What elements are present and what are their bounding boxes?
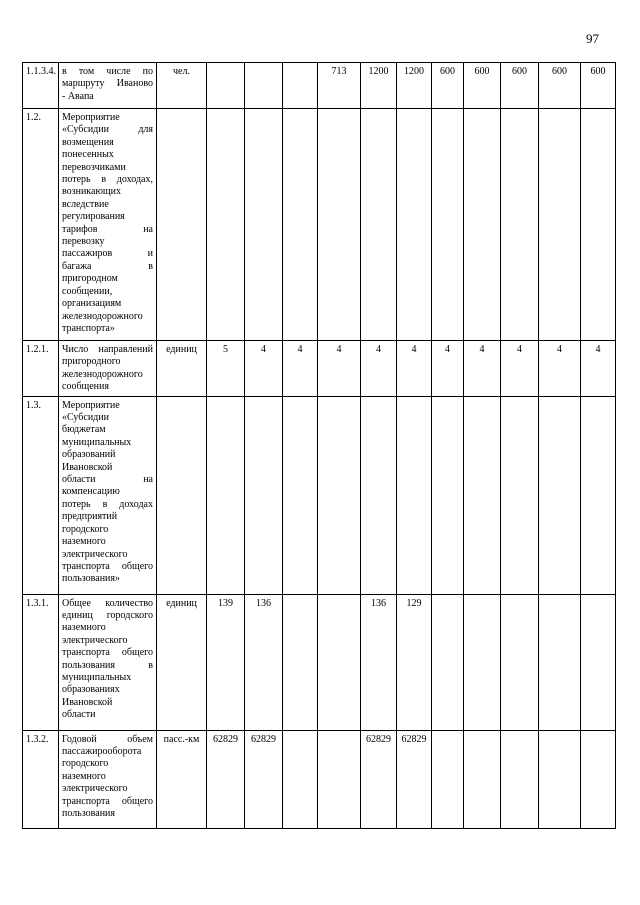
description-line: пригородном: [62, 273, 118, 285]
description-line: Годовой объем: [62, 733, 153, 745]
value-cell: [464, 730, 501, 828]
description-line: - Авапа: [62, 90, 94, 102]
row-code: 1.2.1.: [23, 341, 59, 397]
value-cell: [581, 109, 616, 341]
value-cell: 713: [318, 63, 361, 109]
description-line: сообщении,: [62, 285, 113, 297]
row-code: 1.3.1.: [23, 594, 59, 730]
row-description: [59, 63, 157, 109]
value-cell: [539, 594, 581, 730]
value-cell: 62829: [207, 730, 245, 828]
description-line: транспорта»: [62, 322, 115, 334]
description-line: муниципальных: [62, 672, 132, 684]
description-line: компенсацию: [62, 486, 120, 498]
description-line: Ивановской: [62, 696, 113, 708]
value-cell: 4: [581, 341, 616, 397]
value-cell: 62829: [361, 730, 397, 828]
description-line: перевозчиками: [62, 161, 126, 173]
row-description: [59, 341, 157, 397]
table-row: [23, 109, 616, 341]
description-line: образований: [62, 449, 116, 461]
value-cell: [539, 109, 581, 341]
description-line: городского: [62, 758, 109, 770]
value-cell: [283, 730, 318, 828]
value-cell: 4: [397, 341, 432, 397]
description-line: городского: [62, 523, 109, 535]
description-line: железнодорожного: [62, 368, 143, 380]
value-cell: 4: [361, 341, 397, 397]
description-line: маршруту Иваново: [62, 78, 153, 90]
value-cell: [207, 396, 245, 594]
value-cell: [318, 109, 361, 341]
value-cell: [245, 396, 283, 594]
value-cell: 136: [361, 594, 397, 730]
value-cell: [539, 396, 581, 594]
description-line: транспорта общего: [62, 560, 153, 572]
row-description: [59, 396, 157, 594]
description-line: тарифов на: [62, 223, 153, 235]
value-cell: 139: [207, 594, 245, 730]
table-row: [23, 341, 616, 397]
value-cell: 1200: [361, 63, 397, 109]
row-code: 1.1.3.4.: [23, 63, 59, 109]
value-cell: [432, 109, 464, 341]
value-cell: [361, 396, 397, 594]
value-cell: 4: [283, 341, 318, 397]
description-line: бюджетам: [62, 424, 106, 436]
description-line: электрического: [62, 548, 128, 560]
value-cell: [283, 396, 318, 594]
value-cell: 136: [245, 594, 283, 730]
value-cell: [318, 730, 361, 828]
value-cell: [501, 730, 539, 828]
description-line: пассажирооборота: [62, 746, 142, 758]
description-line: багажа в: [62, 260, 153, 272]
row-unit: чел.: [157, 63, 207, 109]
value-cell: 4: [464, 341, 501, 397]
row-unit: [157, 109, 207, 341]
value-cell: 5: [207, 341, 245, 397]
value-cell: 600: [539, 63, 581, 109]
description-line: Ивановской: [62, 461, 113, 473]
row-unit: пасс.-км: [157, 730, 207, 828]
value-cell: [397, 396, 432, 594]
description-line: «Субсидии для: [62, 124, 153, 136]
description-line: Мероприятие: [62, 112, 120, 123]
description-line: железнодорожного: [62, 310, 143, 322]
table-row: [23, 396, 616, 594]
value-cell: [432, 594, 464, 730]
description-line: понесенных: [62, 149, 114, 161]
value-cell: 4: [432, 341, 464, 397]
value-cell: 600: [581, 63, 616, 109]
description-line: возникающих: [62, 186, 121, 198]
description-line: Число направлений: [62, 344, 153, 355]
value-cell: 4: [318, 341, 361, 397]
description-line: муниципальных: [62, 436, 132, 448]
description-line: перевозку: [62, 236, 105, 248]
description-line: пригородного: [62, 356, 121, 368]
value-cell: [207, 109, 245, 341]
value-cell: 129: [397, 594, 432, 730]
value-cell: 4: [539, 341, 581, 397]
value-cell: [397, 109, 432, 341]
description-line: потерь в доходах,: [62, 174, 153, 186]
description-line: «Субсидии: [62, 412, 109, 424]
description-line: пользования в: [62, 659, 153, 671]
value-cell: [581, 594, 616, 730]
description-line: Мероприятие: [62, 399, 120, 411]
description-line: пассажиров и: [62, 248, 153, 260]
description-line: области на: [62, 474, 153, 486]
row-description: [59, 730, 157, 828]
value-cell: [361, 109, 397, 341]
description-line: транспорта общего: [62, 795, 153, 807]
value-cell: 4: [501, 341, 539, 397]
value-cell: [283, 594, 318, 730]
table-row: [23, 594, 616, 730]
description-line: образованиях: [62, 684, 120, 696]
value-cell: [318, 594, 361, 730]
value-cell: [245, 63, 283, 109]
value-cell: 1200: [397, 63, 432, 109]
row-unit: единиц: [157, 594, 207, 730]
table-row: [23, 63, 616, 109]
description-line: потерь в доходах: [62, 498, 153, 510]
description-line: организациям: [62, 298, 122, 310]
value-cell: [464, 396, 501, 594]
value-cell: [432, 396, 464, 594]
value-cell: [464, 109, 501, 341]
description-line: электрического: [62, 783, 128, 795]
value-cell: [581, 396, 616, 594]
description-line: вследствие: [62, 198, 109, 210]
row-description: [59, 109, 157, 341]
description-line: Общее количество: [62, 597, 153, 609]
description-line: наземного: [62, 622, 106, 634]
value-cell: [283, 109, 318, 341]
value-cell: [318, 396, 361, 594]
row-code: 1.2.: [23, 109, 59, 341]
row-code: 1.3.: [23, 396, 59, 594]
value-cell: [283, 63, 318, 109]
description-line: сообщения: [62, 381, 109, 393]
value-cell: [245, 109, 283, 341]
row-unit: [157, 396, 207, 594]
description-line: наземного: [62, 770, 106, 782]
row-description: [59, 594, 157, 730]
value-cell: 62829: [397, 730, 432, 828]
description-line: возмещения: [62, 136, 114, 148]
description-line: пользования: [62, 808, 115, 820]
description-line: регулирования: [62, 211, 125, 223]
value-cell: [501, 109, 539, 341]
value-cell: [432, 730, 464, 828]
value-cell: [501, 396, 539, 594]
page-number: 97: [586, 31, 599, 46]
description-line: области: [62, 709, 96, 721]
description-line: в том числе по: [62, 66, 153, 77]
description-line: пользования»: [62, 573, 120, 585]
table-row: [23, 730, 616, 828]
value-cell: [501, 594, 539, 730]
row-unit: единиц: [157, 341, 207, 397]
value-cell: [207, 63, 245, 109]
indicator-table: [22, 62, 616, 829]
value-cell: 600: [501, 63, 539, 109]
value-cell: 62829: [245, 730, 283, 828]
description-line: единиц городского: [62, 610, 153, 622]
description-line: электрического: [62, 634, 128, 646]
description-line: наземного: [62, 536, 106, 548]
row-code: 1.3.2.: [23, 730, 59, 828]
value-cell: 600: [432, 63, 464, 109]
value-cell: 600: [464, 63, 501, 109]
value-cell: [539, 730, 581, 828]
value-cell: 4: [245, 341, 283, 397]
description-line: транспорта общего: [62, 647, 153, 659]
description-line: предприятий: [62, 511, 118, 523]
value-cell: [464, 594, 501, 730]
value-cell: [581, 730, 616, 828]
